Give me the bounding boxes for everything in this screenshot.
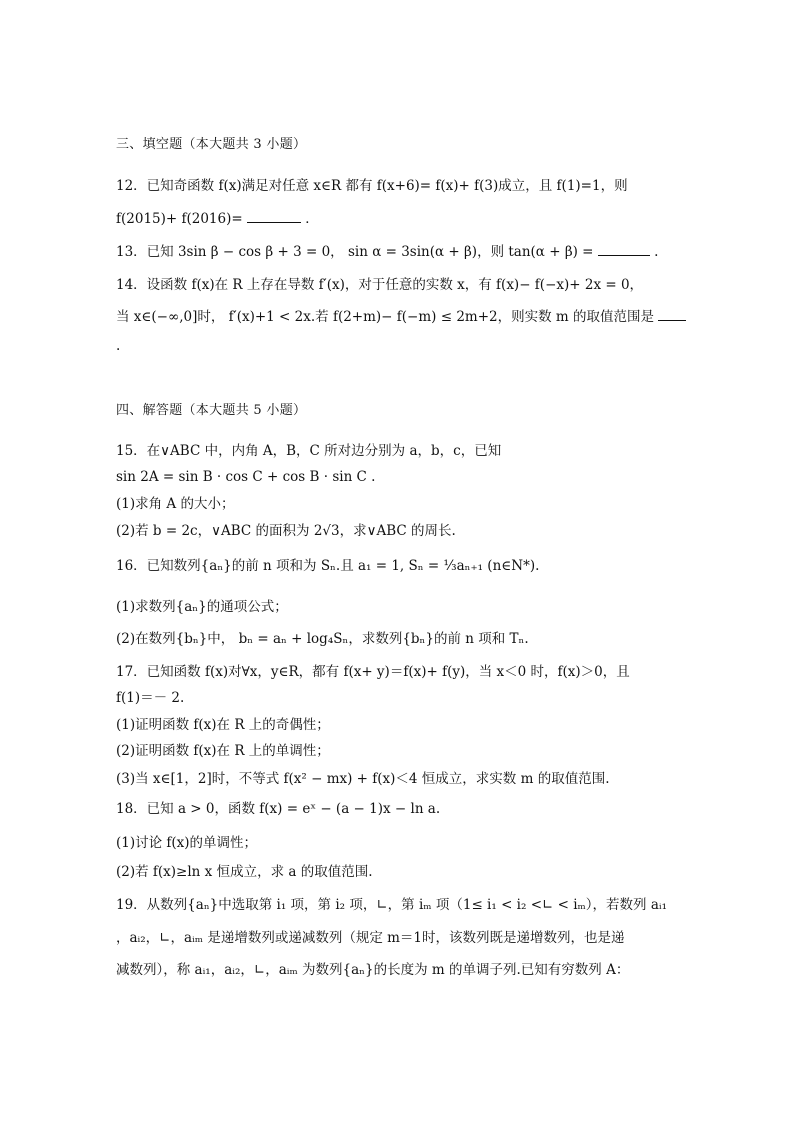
- q17-line-1: 17．已知函数 f(x)对∀x，y∈R，都有 f(x+ y)＝f(x)+ f(y)，当 x＜0 时，f(x)＞0，且: [116, 664, 630, 680]
- q12-answer-blank[interactable]: [247, 209, 301, 223]
- q12-end-mark: ．: [305, 211, 319, 227]
- q15-line-1: 15．在∨ABC 中，内角 A，B，C 所对边分别为 a，b，c，已知: [116, 443, 502, 459]
- q15-line-2: sin 2A = sin B · cos C + cos B · sin C .: [116, 469, 376, 485]
- q17-part-1: (1)证明函数 f(x)在 R 上的奇偶性；: [116, 717, 330, 733]
- q17-part-2: (2)证明函数 f(x)在 R 上的单调性；: [116, 743, 330, 759]
- q12-expression: f(2015)+ f(2016)=: [116, 211, 243, 227]
- q14-line-3: .: [116, 338, 121, 354]
- q16-part-1: (1)求数列{aₙ}的通项公式；: [116, 599, 288, 615]
- q16-part-2: (2)在数列{bₙ}中， bₙ = aₙ + log₄Sₙ，求数列{bₙ}的前 n 项和 Tₙ.: [116, 631, 529, 647]
- q15-part-1: (1)求角 A 的大小；: [116, 496, 235, 512]
- q14-answer-blank[interactable]: [658, 307, 686, 321]
- q19-line-2: ，aᵢ₂，∟，aᵢₘ 是递增数列或递减数列（规定 m＝1时，该数列既是递增数列，也是递: [116, 930, 625, 946]
- section-3-title: 三、填空题（本大题共 3 小题）: [116, 137, 307, 152]
- q18-part-2: (2)若 f(x)≥ln x 恒成立，求 a 的取值范围.: [116, 864, 373, 880]
- q19-line-3: 减数列），称 aᵢ₁，aᵢ₂，∟，aᵢₘ 为数列{aₙ}的长度为 m 的单调子列.已知有穷数列 A：: [116, 962, 630, 978]
- q12-line-2: [116, 209, 319, 229]
- q14-line-1: 14．设函数 f(x)在 R 上存在导数 f′(x)，对于任意的实数 x，有 f(x)− f(−x)+ 2x = 0，: [116, 277, 644, 293]
- q13-text: 13．已知 3sin β − cos β + 3 = 0， sin α = 3sin(α + β)，则 tan(α + β) =: [116, 244, 594, 260]
- q18-part-1: (1)讨论 f(x)的单调性；: [116, 835, 258, 851]
- section-4-title: 四、解答题（本大题共 5 小题）: [116, 403, 307, 418]
- q14-line-2: [116, 307, 686, 327]
- q13-answer-blank[interactable]: [598, 242, 650, 256]
- q12-line-1: 12．已知奇函数 f(x)满足对任意 x∈R 都有 f(x+6)= f(x)+ f(3)成立，且 f(1)=1，则: [116, 178, 628, 194]
- q17-line-2: f(1)＝－ 2.: [116, 690, 185, 706]
- q16-line-1: 16．已知数列{aₙ}的前 n 项和为 Sₙ.且 a₁ = 1, Sₙ = ⅓aₙ₊₁ (n∈N*).: [116, 558, 540, 574]
- q19-line-1: 19．从数列{aₙ}中选取第 i₁ 项，第 i₂ 项，∟，第 iₘ 项（1≤ i₁ < i₂ <∟ < iₘ），若数列 aᵢ₁: [116, 897, 668, 913]
- q15-part-2: (2)若 b = 2c，∨ABC 的面积为 2√3，求∨ABC 的周长.: [116, 523, 456, 539]
- q13-end-mark: .: [654, 244, 659, 260]
- q13-line-1: [116, 242, 658, 262]
- q18-line-1: 18．已知 a > 0，函数 f(x) = eˣ − (a − 1)x − ln a.: [116, 801, 441, 817]
- q14-text: 当 x∈(−∞,0]时， f′(x)+1 < 2x.若 f(2+m)− f(−m) ≤ 2m+2，则实数 m 的取值范围是: [116, 309, 654, 325]
- q17-part-3: (3)当 x∈[1，2]时，不等式 f(x² − mx) + f(x)＜4 恒成立，求实数 m 的取值范围.: [116, 771, 610, 787]
